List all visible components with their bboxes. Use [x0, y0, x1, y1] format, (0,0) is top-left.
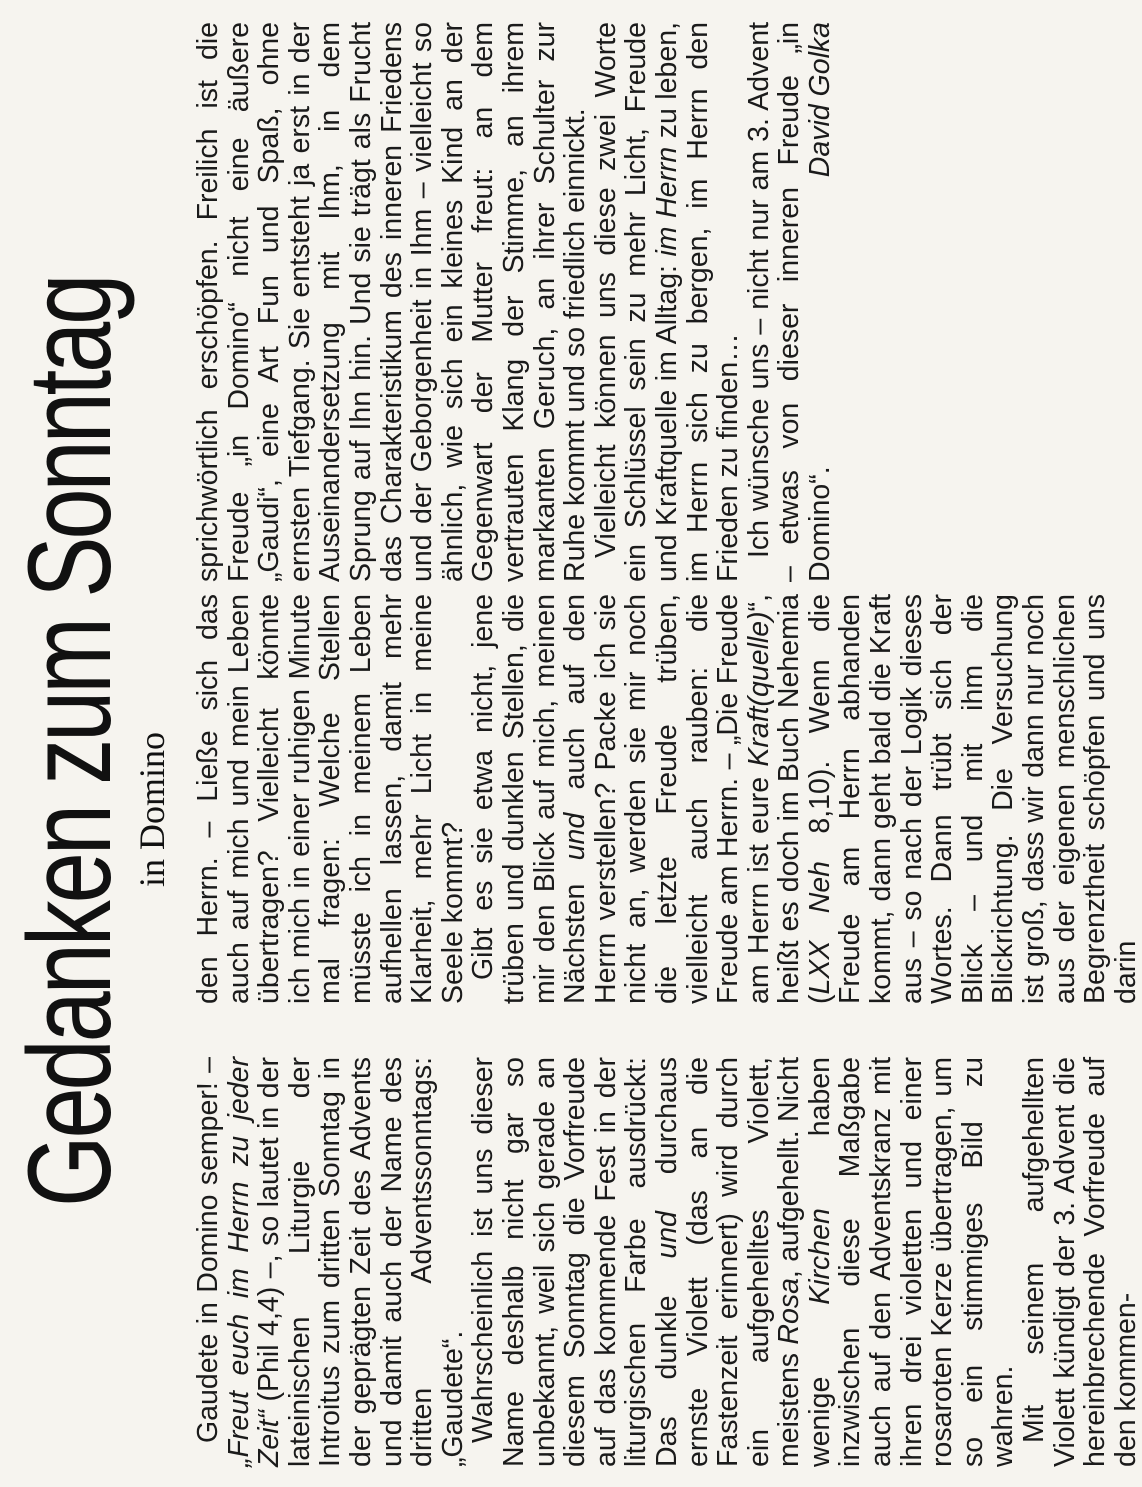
text-run: zu leben, im Herrn sich zu bergen, im Herrn den Frieden zu finden… [650, 22, 745, 582]
text-run: Gaudete in Domino semper! – [192, 1057, 224, 1443]
author-signature: David Golka [803, 22, 836, 178]
text-run: , aufgehellt. Nicht wenige [773, 1057, 836, 1467]
text-column-3 [193, 22, 835, 582]
text-run: Gibt es sie etwa nicht, jene trüben und dunklen Stellen, die mir den Blick auf mich, meinen Nächsten [467, 594, 592, 1004]
text-run: Wahrscheinlich ist uns dieser Name deshalb nicht gar so unbekannt, weil sich gerade an diesem Sonntag die Vorfreude auf das kommende Fest in der liturgischen Farbe ausdrückt: Das dunkle [467, 1057, 683, 1467]
text-run: “, heißt es doch im Buch Nehemia ( [742, 594, 836, 1004]
paragraph: Mit seinem aufgehellten Violett kündigt der 3. Advent die hereinbrechende Vorfreude auf den kommen- [1018, 1057, 1142, 1467]
paragraph [193, 1057, 468, 1467]
text-run: Kraft(quelle) [742, 611, 775, 767]
text-run: haben inzwischen diese Maßgabe auch auf den Adventskranz mit ihren drei violetten und einer rosaroten Kerze übertragen, um so ein stimmiges Bild zu wahren. [803, 1056, 1020, 1467]
text-run: 8,10). Wenn die Freude am Herrn abhanden kommt, dann geht bald die Kraft aus – so nach der Logik dieses Wortes. Dann trübt sich der Blick – und mit ihm die Blickrichtung. Die Versuchung ist groß, dass wir dann nur noch aus der eigenen menschlichen Begrenztheit schöpfen und uns darin [803, 594, 1142, 1004]
text-run: Kirchen [803, 1208, 836, 1305]
text-run: Rosa [773, 1278, 806, 1345]
text-run: Ich wünsche uns – nicht nur am 3. Advent – etwas von dieser inneren Freude „in Domino“. [742, 22, 836, 582]
text-run: (Phil 4,4) –, so lautet in der lateinischen Liturgie der Introitus zum dritten Sonntag in der geprägten Zeit des Advents und damit auch der Name des dritten Adventssonntags: „Gaudete“. [253, 1057, 469, 1467]
paragraph [744, 22, 836, 582]
text-run: „Freut euch im Herrn zu jeder Zeit“ [222, 1057, 286, 1467]
text-run: und [559, 812, 592, 861]
text-run: LXX Neh [803, 860, 836, 995]
paragraph [468, 1057, 1019, 1467]
text-column-2 [193, 594, 1141, 1004]
text-run: und [650, 1211, 683, 1259]
paragraph [468, 594, 1141, 1004]
article-subtitle: in Domino [132, 731, 172, 887]
paragraph [591, 22, 744, 582]
text-run: auch auf den Herrn verstellen? Packe ich sie nicht an, werden sie mir noch die letzte Freude trüben, vielleicht auch rauben: die Freude am Herrn. – „Die Freude am Herrn ist eure [559, 594, 775, 1004]
paragraph: sprichwörtlich erschöpfen. Freilich ist die Freude „in Domino“ nicht eine äußere „Gaudi“, eine Art Fun und Spaß, ohne ernsten Tiefgang. Sie entsteht ja erst in der Auseinandersetzung mit Ihm, in dem Sprung auf Ihn hin. Und sie trägt als Frucht das Charakteristikum des inneren Friedens und der Geborgenheit in Ihm – vielleicht so ähnlich, wie sich ein kleines Kind an der Gegenwart der Mutter freut: an dem vertrauten Klang der Stimme, an ihrem markanten Geruch, an ihrer Schulter zur Ruhe kommt und so friedlich einnickt. [192, 22, 592, 582]
paragraph: den Herrn. – Ließe sich das auch auf mich und mein Leben übertragen? Vielleicht könnte ich mich in einer ruhigen Minute mal fragen: Welche Stellen müsste ich in meinem Leben aufhellen lassen, damit mehr Klarheit, mehr Licht in meine Seele kommt? [192, 594, 469, 1004]
text-column-1 [193, 1057, 1141, 1467]
text-run: durchaus ernste Violett (das an die Fastenzeit erinnert) wird durch ein aufgehelltes Violett, meistens [650, 1057, 806, 1467]
text-run: Vielleicht können uns diese zwei Worte ein Schlüssel sein zu mehr Licht, Freude und Kraftquelle im Alltag: [589, 22, 683, 582]
article-title: Gedanken zum Sonntag [4, 276, 136, 1207]
text-run: im Herrn [650, 146, 683, 257]
